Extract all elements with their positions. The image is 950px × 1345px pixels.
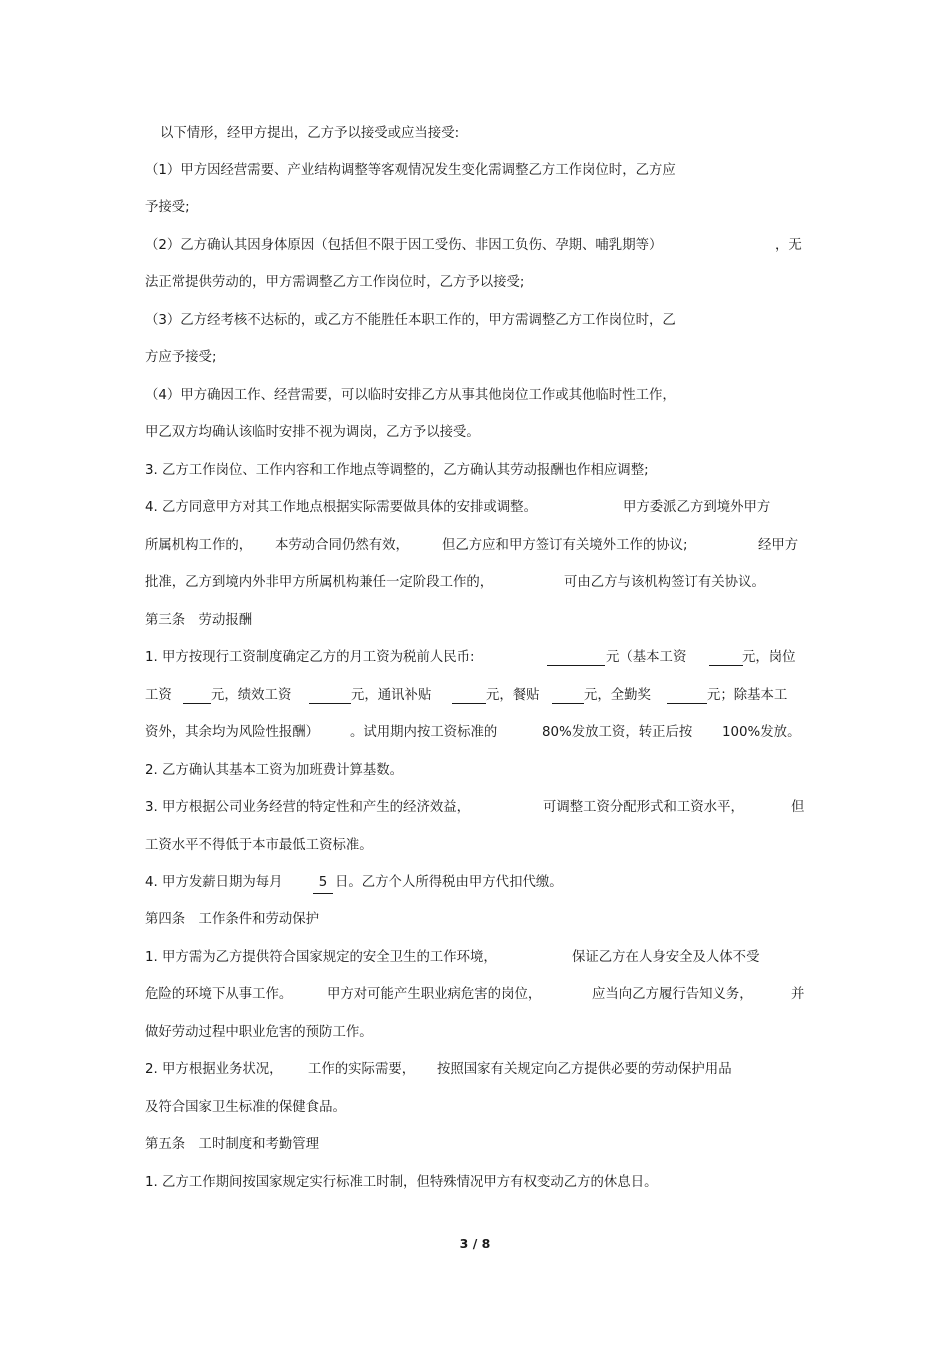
text-segment: 元，岗位	[742, 650, 796, 665]
text-segment: 所属机构工作的，	[145, 538, 253, 553]
text-segment: 可调整工资分配形式和工资水平，	[543, 800, 744, 815]
text-segment: 但乙方应和甲方签订有关境外工作的协议;	[442, 538, 688, 553]
text-segment: 日。乙方个人所得税由甲方代扣代缴。	[335, 875, 563, 890]
paragraph-line: 2. 乙方确认其基本工资为加班费计算基数。	[145, 763, 404, 778]
paragraph-line: 工资水平不得低于本市最低工资标准。	[145, 838, 373, 853]
text-segment: 甲方对可能产生职业病危害的岗位，	[327, 987, 542, 1002]
blank-underline	[452, 689, 486, 704]
paragraph-line: 做好劳动过程中职业危害的预防工作。	[145, 1025, 373, 1040]
paragraph-line: （4）甲方确因工作、经营需要，可以临时安排乙方从事其他岗位工作或其他临时性工作，	[145, 388, 676, 403]
paragraph-line	[145, 948, 810, 968]
blank-underline	[309, 689, 351, 704]
text-segment: 经甲方	[758, 538, 799, 553]
paragraph-line	[145, 723, 810, 743]
paragraph-line	[145, 498, 810, 518]
text-segment: 元，全勤奖	[584, 688, 651, 703]
blank-underline	[709, 651, 743, 666]
text-segment: 资外，其余均为风险性报酬）	[145, 725, 320, 740]
paragraph-line	[145, 1060, 810, 1080]
text-segment: 100%发放。	[722, 725, 801, 740]
paragraph-line	[145, 686, 810, 706]
paragraph-line	[145, 536, 810, 556]
paragraph-line: 1. 乙方工作期间按国家规定实行标准工时制，但特殊情况甲方有权变动乙方的休息日。	[145, 1175, 658, 1190]
text-segment: 危险的环境下从事工作。	[145, 987, 293, 1002]
paragraph-line: 及符合国家卫生标准的保健食品。	[145, 1100, 346, 1115]
paragraph-line	[145, 873, 810, 893]
text-segment: 可由乙方与该机构签订有关协议。	[564, 575, 765, 590]
section-heading: 第三条 劳动报酬	[145, 613, 253, 628]
text-segment: 3. 甲方根据公司业务经营的特定性和产生的经济效益，	[145, 800, 471, 815]
text-segment: 元，餐贴	[486, 688, 540, 703]
paragraph-line: （3）乙方经考核不达标的，或乙方不能胜任本职工作的，甲方需调整乙方工作岗位时，乙	[145, 313, 676, 328]
text-segment: 4. 乙方同意甲方对其工作地点根据实际需要做具体的安排或调整。	[145, 500, 537, 515]
paragraph-line: 予接受;	[145, 200, 190, 215]
text-segment: 4. 甲方发薪日期为每月	[145, 875, 283, 890]
text-segment: 元（基本工资	[606, 650, 687, 665]
paragraph-line	[145, 573, 810, 593]
text-segment: 并	[791, 987, 805, 1002]
blank-underline	[552, 689, 584, 704]
paragraph-line	[145, 648, 810, 668]
section-heading: 第五条 工时制度和考勤管理	[145, 1137, 320, 1152]
text-segment: 。试用期内按工资标准的	[350, 725, 498, 740]
text-segment: （2）乙方确认其因身体原因（包括但不限于因工受伤、非因工负伤、孕期、哺乳期等）	[145, 238, 663, 253]
paragraph-line: 3. 乙方工作岗位、工作内容和工作地点等调整的，乙方确认其劳动报酬也作相应调整;	[145, 463, 649, 478]
blank-underline	[667, 689, 707, 704]
text-segment: 2. 甲方根据业务状况，	[145, 1062, 283, 1077]
text-segment: 本劳动合同仍然有效，	[275, 538, 409, 553]
text-segment: 甲方委派乙方到境外甲方	[623, 500, 771, 515]
text-segment: 元；除基本工	[707, 688, 788, 703]
blank-underline	[547, 651, 605, 666]
text-segment: 按照国家有关规定向乙方提供必要的劳动保护用品	[437, 1062, 732, 1077]
page-number: 3 / 8	[459, 1236, 491, 1251]
paragraph-line: （1）甲方因经营需要、产业结构调整等客观情况发生变化需调整乙方工作岗位时，乙方应	[145, 163, 676, 178]
text-segment: 应当向乙方履行告知义务，	[592, 987, 753, 1002]
text-segment: ，无	[775, 238, 802, 253]
paragraph-line: 法正常提供劳动的，甲方需调整乙方工作岗位时，乙方予以接受;	[145, 275, 525, 290]
paragraph-line: 以下情形，经甲方提出，乙方予以接受或应当接受:	[160, 126, 460, 141]
text-segment: 80%发放工资，转正后按	[542, 725, 693, 740]
blank-underline	[183, 689, 211, 704]
paragraph-line	[145, 236, 810, 256]
text-segment: 工资	[145, 688, 172, 703]
paragraph-line	[145, 985, 810, 1005]
text-segment: 批准，乙方到境内外非甲方所属机构兼任一定阶段工作的，	[145, 575, 494, 590]
section-heading: 第四条 工作条件和劳动保护	[145, 912, 320, 927]
text-segment: 工作的实际需要，	[308, 1062, 416, 1077]
paragraph-line	[145, 798, 810, 818]
payday-value: 5	[313, 873, 333, 894]
text-segment: 但	[791, 800, 805, 815]
text-segment: 保证乙方在人身安全及人体不受	[572, 950, 760, 965]
text-segment: 1. 甲方需为乙方提供符合国家规定的安全卫生的工作环境，	[145, 950, 497, 965]
paragraph-line: 方应予接受;	[145, 350, 217, 365]
paragraph-line: 甲乙双方均确认该临时安排不视为调岗，乙方予以接受。	[145, 425, 480, 440]
text-segment: 元，绩效工资	[211, 688, 292, 703]
text-segment: 元，通讯补贴	[351, 688, 432, 703]
text-segment: 1. 甲方按现行工资制度确定乙方的月工资为税前人民币:	[145, 650, 475, 665]
